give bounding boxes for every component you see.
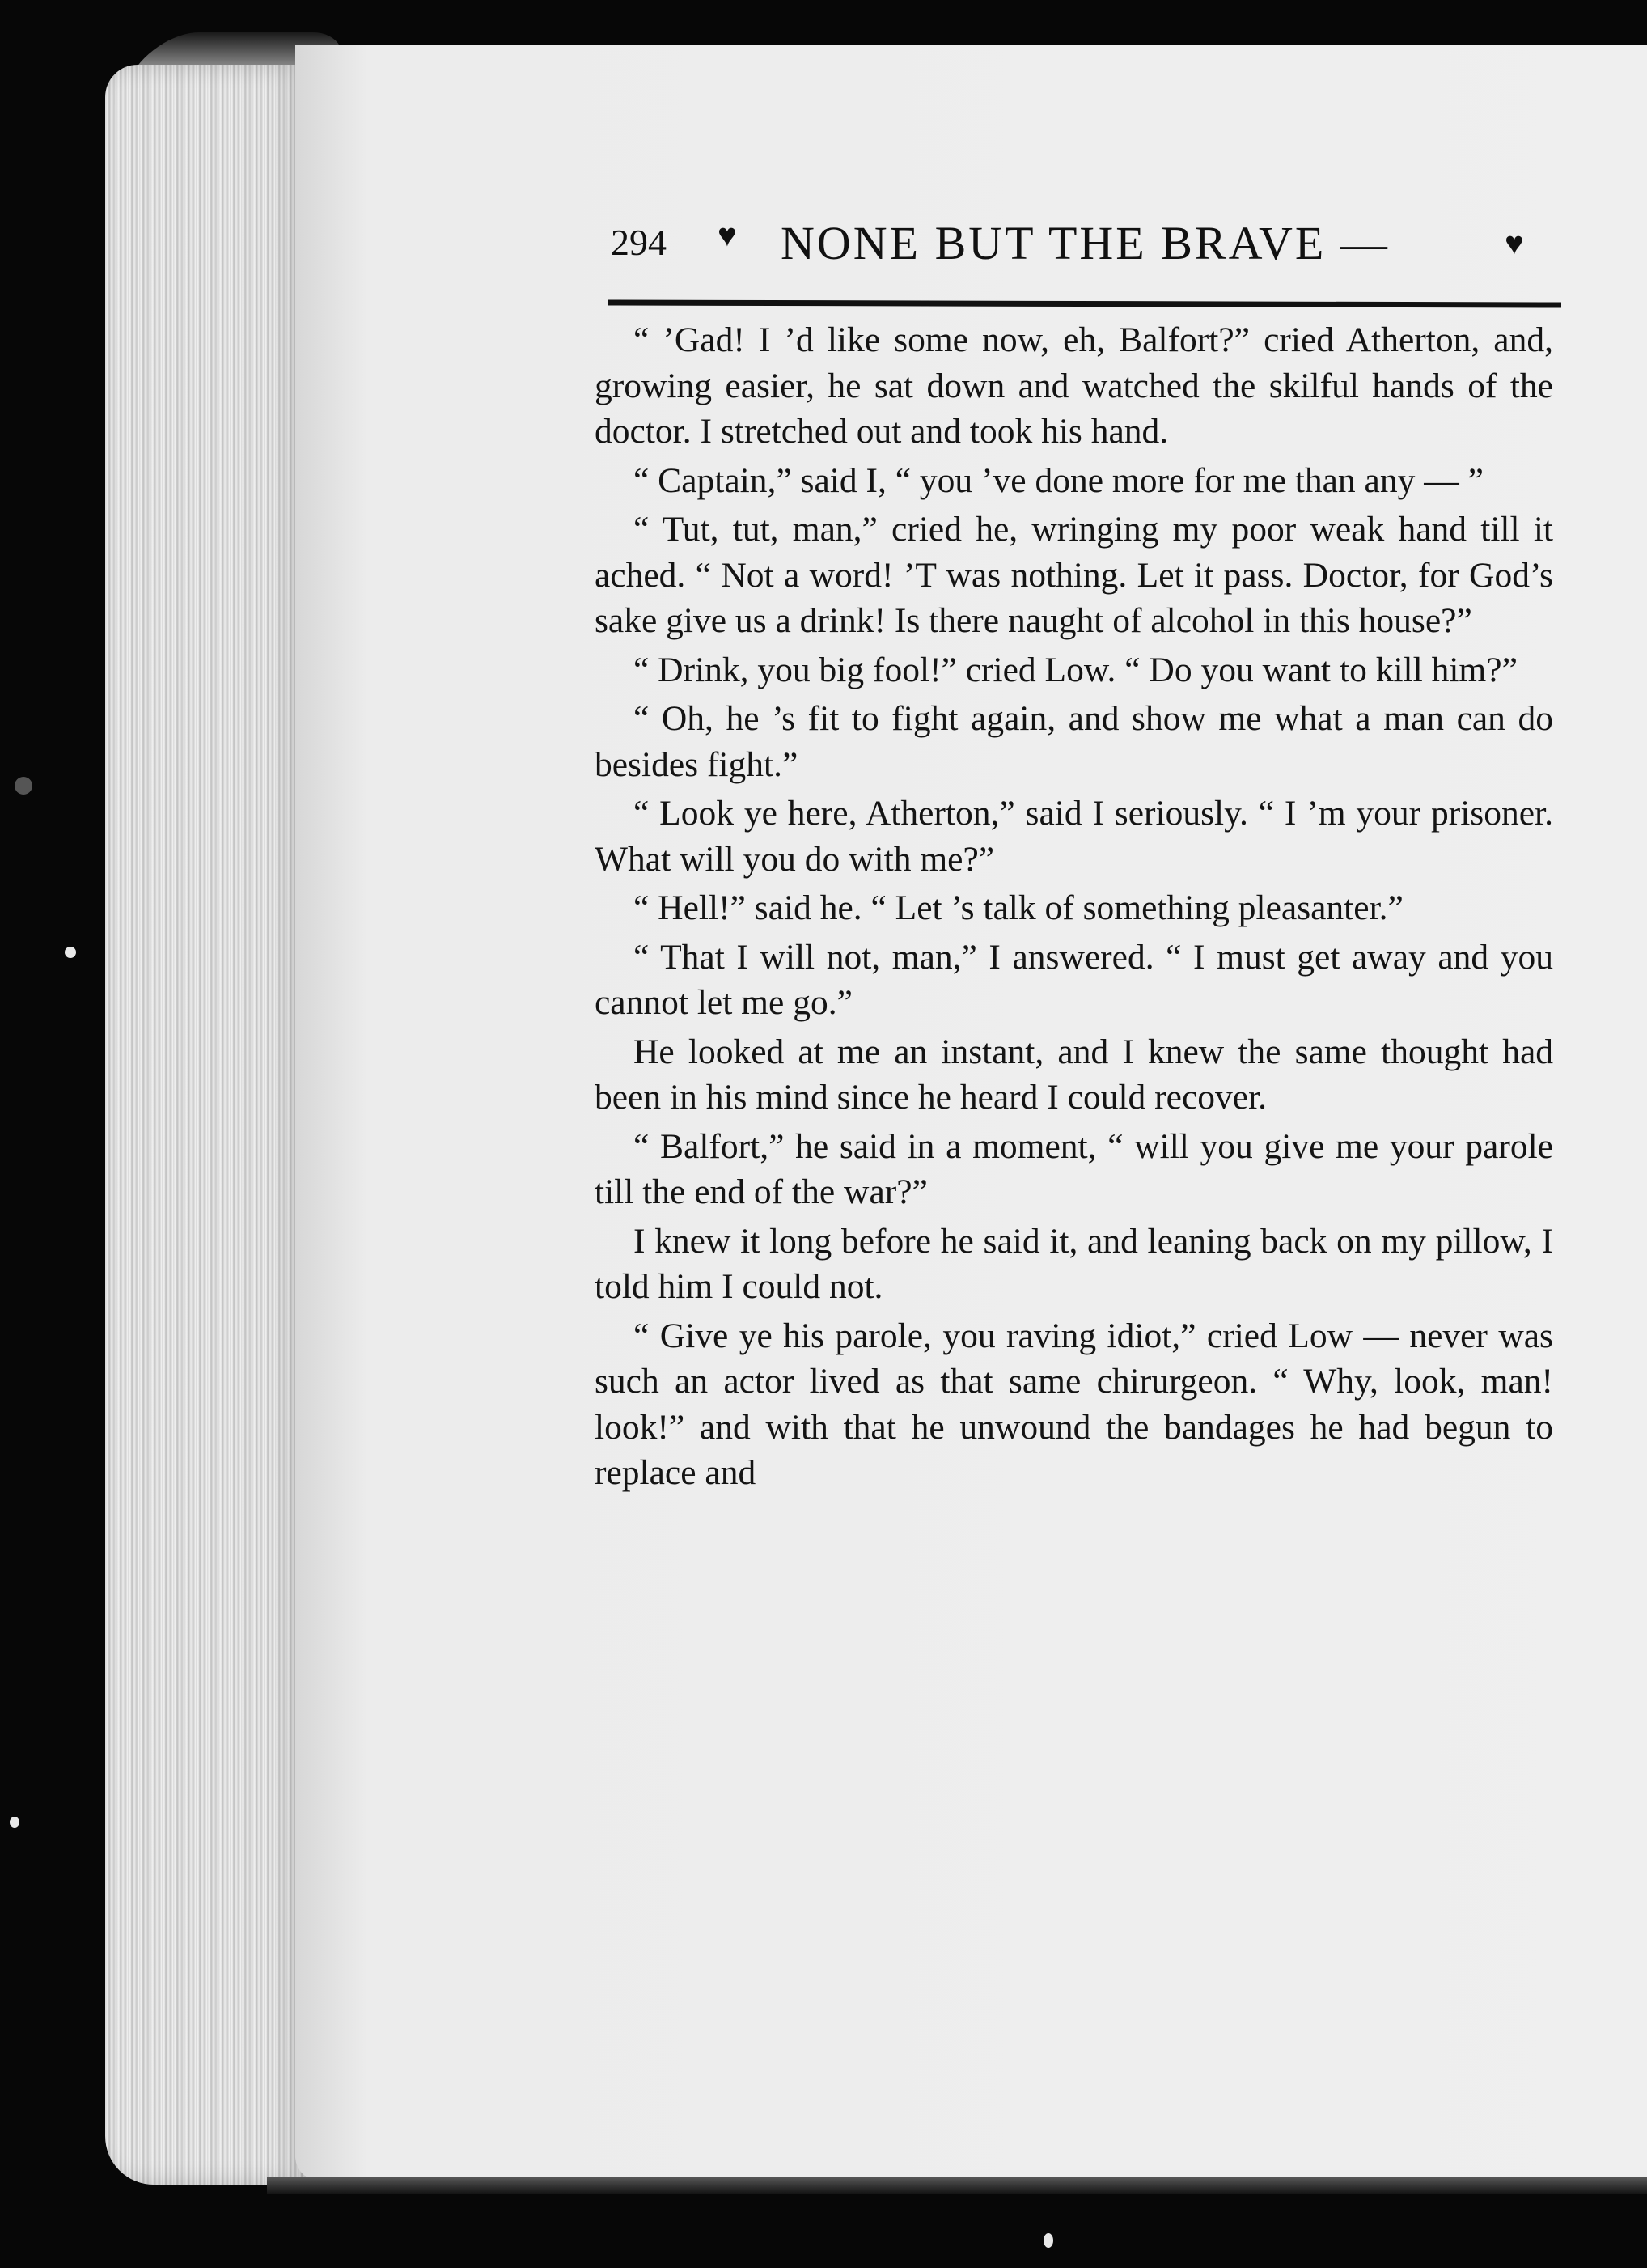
scan-speck [15, 777, 32, 795]
scan-speck [1044, 2233, 1053, 2248]
paragraph: “ Balfort,” he said in a moment, “ will you give me your parole till the end of the war?” [595, 1126, 1553, 1211]
paragraph: “ Tut, tut, man,” cried he, wringing my poor weak hand till it ached. “ Not a word! ’T was nothing. Let it pass. Doctor, for God’s sake give us a drink! Is there naught of alcohol in this house?” [595, 510, 1553, 640]
paragraph: “ That I will not, man,” I answered. “ I must get away and you cannot let me go.” [595, 937, 1553, 1022]
book-page-edges [105, 65, 307, 2185]
paragraph: He looked at me an instant, and I knew the same thought had been in his mind since he heard I could recover. [595, 1032, 1553, 1117]
paragraph: “ Oh, he ’s fit to fight again, and show me what a man can do besides fight.” [595, 699, 1553, 784]
heart-ornament-icon: ♥ [718, 217, 737, 253]
paragraph: “ Look ye here, Atherton,” said I seriously. “ I ’m your prisoner. What will you do with me?” [595, 794, 1553, 879]
paragraph: “ Give ye his parole, you raving idiot,” cried Low — never was such an actor lived as that same chirurgeon. “ Why, look, man! look!” and with that he unwound the bandages he had begun to replace and [595, 1316, 1553, 1492]
running-title: NONE BUT THE BRAVE — [781, 217, 1390, 269]
scan-speck [65, 947, 76, 958]
page-bottom-shadow [267, 2177, 1647, 2194]
paragraph: “ Captain,” said I, “ you ’ve done more for me than any — ” [633, 460, 1484, 500]
scan-speck [10, 1817, 19, 1828]
paragraph: I knew it long before he said it, and leaning back on my pillow, I told him I could not. [595, 1221, 1553, 1306]
heart-ornament-icon: ♥ [1505, 225, 1524, 261]
page-body [595, 317, 1553, 1499]
running-header [611, 214, 1565, 271]
paragraph: “ ’Gad! I ’d like some now, eh, Balfort?” cried Atherton, and, growing easier, he sat down and watched the skilful hands of the doctor. I stretched out and took his hand. [595, 320, 1553, 451]
page-number: 294 [611, 222, 667, 263]
paragraph: “ Hell!” said he. “ Let ’s talk of something pleasanter.” [633, 888, 1404, 927]
paragraph: “ Drink, you big fool!” cried Low. “ Do you want to kill him?” [633, 650, 1518, 689]
